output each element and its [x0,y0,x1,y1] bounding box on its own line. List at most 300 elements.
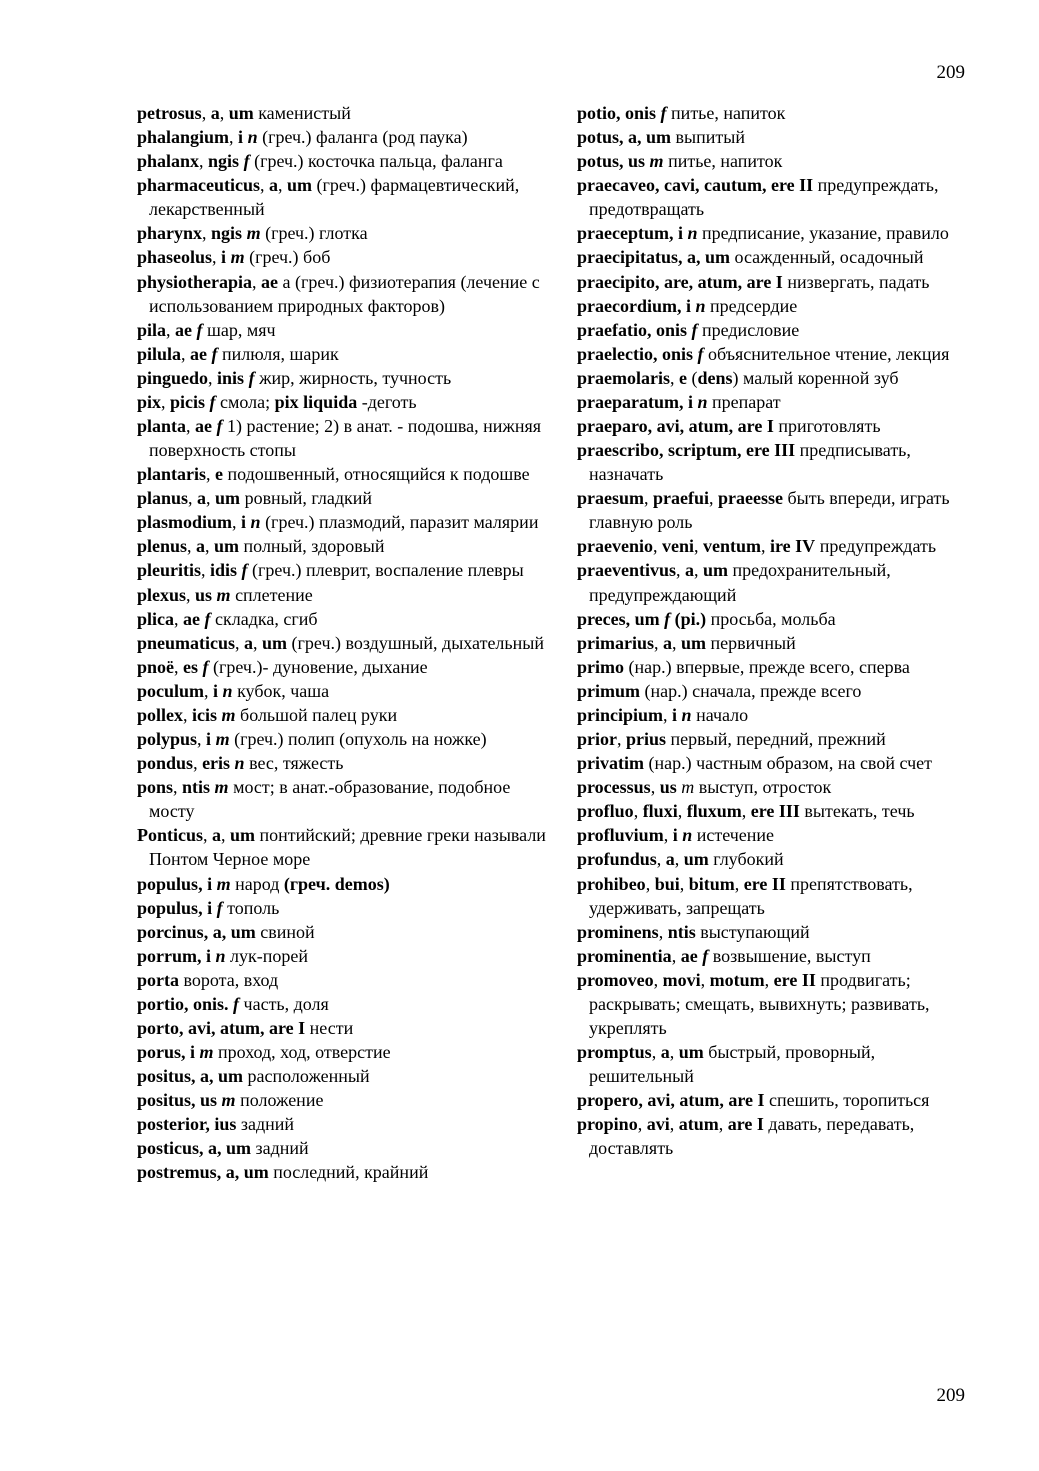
headword-text: pilula [137,343,182,364]
headword-text: populus [137,873,199,894]
headword-text: praeparatum [577,391,679,412]
headword-text: preces [577,608,626,629]
headword-text: i [238,127,248,148]
headword-text: , scriptum, ere III [658,440,796,461]
headword-text: um [214,536,240,557]
headword-text: positus [137,1066,192,1087]
gender-mark: n [695,295,706,316]
headword-text: fluxum [686,801,742,822]
definition-text: , [644,488,653,509]
headword-text: um [262,632,288,653]
definition-text: а (греч.) физиотерапия (лечение с использованием природных факторов) [149,271,540,316]
headword-text: , a, um [678,247,731,268]
headword-text: , a, um [203,921,256,942]
dictionary-entry [577,968,977,1040]
headword-text: populus [137,897,199,918]
gender-mark: f [248,367,255,388]
headword-text: , a, um [216,1162,269,1183]
dictionary-entry [577,534,977,558]
headword-text: es [183,656,203,677]
definition-text: народ [230,873,284,894]
definition-text: , [260,175,269,196]
definition-text: вес, тяжесть [244,753,344,774]
definition-text: предохранительный, предупреждающий [589,560,891,605]
headword-text: veni [662,536,695,557]
dictionary-entry [577,342,977,366]
definition-text: (греч.) воздушный, дыхательный [287,632,544,653]
definition-text: , [203,825,213,846]
dictionary-entry [137,125,557,149]
headword-text: ere II [743,873,786,894]
dictionary-entry [137,751,557,775]
definition-text: тополь [222,897,280,918]
headword-text: pix [137,391,162,412]
dictionary-entry [137,1160,557,1184]
headword-text: positus [137,1090,192,1111]
headword-text: Ponticus [137,825,204,846]
definition-text: жир, жирность, тучность [254,367,452,388]
gender-mark: n [687,223,698,244]
definition-text: истечение [692,825,775,846]
definition-text: быть впереди, играть главную роль [589,488,950,533]
headword-text: ae [183,608,205,629]
definition-text: (греч.) полип (опухоль на ножке) [229,729,487,750]
gender-mark: f [660,103,667,123]
headword-text: a [660,1042,670,1063]
dictionary-entry [577,775,977,799]
headword-text: icis [192,704,222,725]
headword-text: pharynx [137,223,203,244]
gender-mark: m [199,1042,214,1063]
dictionary-entry [137,390,557,414]
dictionary-entry [137,896,557,920]
dictionary-entry [137,510,557,534]
headword-text: praeesse [718,488,783,509]
headword-text: planta [137,416,187,437]
gender-mark: m [221,1090,236,1111]
dictionary-entry [137,583,557,607]
definition-text: кубок, чаша [232,680,330,701]
dictionary-entry [137,1040,557,1064]
definition-text: , [188,488,198,509]
headword-text: praecipitatus [577,247,678,268]
headword-text: privatim [577,753,644,774]
dictionary-entry [577,270,977,294]
headword-text: i [241,512,251,533]
headword-text: a [269,175,278,196]
headword-text: atum [678,1114,719,1135]
headword-text: pleuritis [137,560,202,581]
headword-text: , avi, atum, are I [638,1090,765,1111]
definition-text: (греч.) фармацевтический, лекарственный [149,175,520,220]
headword-text: , i [198,897,217,918]
headword-text: idis [210,560,242,581]
headword-text: potus [577,127,620,148]
definition-text: , [645,873,655,894]
definition-text: препарат [707,391,781,412]
dictionary-entry [577,101,977,125]
definition-text: , [694,536,704,557]
headword-text: um [228,103,254,123]
definition-text: предсердие [705,295,798,316]
definition-text: , [174,656,184,677]
headword-text: (pi.) [670,608,707,629]
headword-text: a [663,632,673,653]
dictionary-entry [137,462,557,486]
gender-mark: n [215,945,226,966]
definition-text: (нар.) сначала, прежде всего [640,680,862,701]
headword-text: posterior [137,1114,206,1135]
headword-text: inis [217,367,249,388]
gender-mark: f [211,343,218,364]
gender-mark: f [202,656,209,677]
dictionary-entry [577,366,977,390]
definition-text: , [617,729,626,750]
gender-mark: f [216,416,223,437]
definition-text: давать, передавать, доставлять [589,1114,915,1159]
headword-text: um [678,1042,704,1063]
definition-text: , [253,632,263,653]
headword-text: praemolaris [577,367,670,388]
headword-text: i [672,704,682,725]
headword-text: bui [654,873,680,894]
headword-text: praecordium [577,295,677,316]
headword-text: planus [137,488,189,509]
definition-text: (греч.)- дуновение, дыхание [208,656,428,677]
definition-text: быстрый, проворный, решительный [589,1042,876,1087]
headword-text: principium [577,704,664,725]
dictionary-entry [577,438,977,486]
page-number-top: 209 [936,62,965,83]
dictionary-entry [137,366,557,390]
headword-text: pondus [137,753,194,774]
headword-text: plica [137,608,175,629]
dictionary-entry [137,823,557,871]
dictionary-entry [577,390,977,414]
definition-text: , [187,536,197,557]
headword-text: propero [577,1090,639,1111]
headword-text: prohibeo [577,873,646,894]
definition-text: -деготь [357,391,417,412]
dictionary-entry [137,1112,557,1136]
definition-text: , [208,367,218,388]
definition-text: , [183,704,193,725]
dictionary-entry [137,655,557,679]
definition-text: , [212,247,222,268]
headword-text: praeparo [577,416,648,437]
gender-mark: n [250,512,261,533]
definition-text: , [161,391,171,412]
gender-mark: n [247,127,258,148]
headword-text: pnoë [137,656,175,677]
dictionary-entry [577,221,977,245]
headword-text: picis [170,391,210,412]
headword-text: i [221,247,231,268]
definition-text: , [741,801,751,822]
headword-text: fluxi [642,801,678,822]
definition-text: (греч.) глотка [260,223,368,244]
dictionary-entry [137,968,557,992]
headword-text: (греч. demos) [283,873,390,894]
definition-text: объяснительное чтение, лекция [703,343,950,364]
headword-text: poculum [137,680,205,701]
definition-text: , [700,969,710,990]
dictionary-entry [137,607,557,631]
definition-text: проход, ход, отверстие [213,1042,391,1063]
definition-text: , [252,271,262,292]
headword-text: ntis [667,921,696,942]
headword-text: eris [202,753,235,774]
gender-mark: m [221,704,236,725]
headword-text: plenus [137,536,188,557]
definition-text: большой палец руки [235,704,398,725]
gender-mark: m [649,151,664,172]
definition-text: , [650,777,660,798]
headword-text: ire IV [770,536,816,557]
gender-mark: f [233,993,240,1014]
headword-text: ntis [182,777,215,798]
dictionary-entry [577,558,977,606]
dictionary-entry [137,1064,557,1088]
headword-text: promptus [577,1042,652,1063]
headword-text: , i [676,295,696,316]
dictionary-entry [577,149,977,173]
definition-text: сплетение [230,584,313,605]
definition-text: часть, доля [239,993,329,1014]
definition-text: , [653,969,663,990]
dictionary-entry [577,847,977,871]
definition-text: , [676,560,685,581]
headword-text: praefui [653,488,709,509]
headword-text: are I [727,1114,764,1135]
dictionary-entry [137,270,557,318]
definition-text: (греч.) плеврит, воспаление плевры [247,560,524,581]
definition-text: (нар.) впервые, прежде всего, сперва [624,656,910,677]
definition-text: , [764,969,774,990]
dictionary-entry [137,558,557,582]
definition-text: понтийский; древние греки называли Понтом Черное море [149,825,546,870]
headword-text: processus [577,777,651,798]
dictionary-entry [137,534,557,558]
headword-text: praecaveo [577,175,655,196]
definition-text: , [174,608,184,629]
dictionary-entry [137,414,557,462]
definition-text: , [199,151,209,172]
definition-text: , [229,127,239,148]
headword-text: ngis [211,223,247,244]
definition-text: , [186,584,196,605]
headword-text: , ius [205,1114,237,1135]
definition-text: начало [691,704,749,725]
gender-mark: m [246,223,261,244]
headword-text: avi [646,1114,670,1135]
headword-text: a [665,849,675,870]
definition-text: , [205,536,215,557]
definition-text: нести [305,1017,354,1038]
headword-text: , are, atum, are I [655,271,783,292]
dictionary-entry [137,318,557,342]
headword-text: us [659,777,682,798]
headword-text: , avi, atum, are I [179,1017,306,1038]
dictionary-entry [577,799,977,823]
gender-mark: f [241,560,248,581]
headword-text: ae [195,416,217,437]
dictionary-entry [577,920,977,944]
definition-text: смола; [215,391,275,412]
definition-text: свиной [255,921,315,942]
dictionary-entry [577,655,977,679]
dictionary-entry [137,992,557,1016]
headword-text: , onis [646,319,692,340]
definition-text: , [663,825,673,846]
headword-text: phalangium [137,127,230,148]
dictionary-entry [577,173,977,221]
definition-text: , [656,849,666,870]
headword-text: us [195,584,217,605]
definition-text: приготовлять [773,416,881,437]
dictionary-entry [137,872,557,896]
headword-text: , onis [652,343,698,364]
definition-text: , [221,825,231,846]
headword-text: propino [577,1114,638,1135]
headword-text: um [681,632,707,653]
definition-text: лук-порей [225,945,309,966]
dictionary-entry [137,944,557,968]
definition-text: просьба, мольба [706,608,836,629]
gender-mark: n [234,753,245,774]
definition-text: питье, напиток [666,103,786,123]
headword-text: profluvium [577,825,664,846]
headword-text: promoveo [577,969,654,990]
headword-text: , us [191,1090,222,1111]
gender-mark: m [214,777,229,798]
definition-text: , [204,680,214,701]
definition-text: задний [236,1114,295,1135]
headword-text: porto [137,1017,179,1038]
headword-text: pinguedo [137,367,209,388]
headword-text: um [287,175,313,196]
definition-text: питье, напиток [663,151,783,172]
definition-text: , [201,103,211,123]
definition-text: ворота, вход [179,969,279,990]
definition-text: складка, сгиб [210,608,318,629]
headword-text: ere II [773,969,816,990]
gender-mark: f [216,897,223,918]
dictionary-entry [137,679,557,703]
definition-text: предписание, указание, правило [697,223,949,244]
dictionary-entry [577,294,977,318]
definition-text: , [637,1114,647,1135]
headword-text: a [212,825,222,846]
dictionary-entry [137,342,557,366]
definition-text: , [669,367,679,388]
definition-text: (греч.) боб [244,247,331,268]
definition-text: , [674,849,684,870]
gender-mark: m [230,247,245,268]
headword-text: , i [679,391,698,412]
dictionary-entry [577,318,977,342]
dictionary-entry [577,679,977,703]
definition-text: , [669,1114,679,1135]
headword-text: profluo [577,801,634,822]
headword-text: praeventivus [577,560,676,581]
definition-text: глубокий [708,849,784,870]
dictionary-entry [577,245,977,269]
headword-text: prominentia [577,945,672,966]
dictionary-entry [137,245,557,269]
definition-text: , [193,753,203,774]
headword-text: porrum [137,945,197,966]
dictionary-entry [577,414,977,438]
definition-text: (нар.) частным образом, на свой счет [644,753,932,774]
headword-text: a [196,536,206,557]
headword-text: , i [197,945,216,966]
definition-text: 1) растение; 2) в анат. - подошва, нижняя поверхность стопы [149,416,542,461]
definition-text: , [633,801,643,822]
headword-text: prius [626,729,667,750]
headword-text: prominens [577,921,659,942]
definition-text: ( [686,367,698,388]
definition-text: расположенный [243,1066,370,1087]
dictionary-column-right [577,101,977,1160]
definition-text: низвергать, падать [782,271,930,292]
definition-text: выпитый [671,127,745,148]
definition-text: продвигать; раскрывать; смещать, вывихнуть; развивать, укреплять [589,969,930,1038]
definition-text: возвышение, выступ [708,945,871,966]
dictionary-entry [137,1088,557,1112]
definition-text: , [734,873,744,894]
headword-text: plexus [137,584,187,605]
definition-text: препятствовать, удерживать, запрещать [589,873,913,918]
headword-text: porcinus [137,921,204,942]
definition-text: ) малый коренной зуб [732,367,899,388]
headword-text: praeceptum [577,223,669,244]
dictionary-entry [137,1016,557,1040]
dictionary-entry [137,727,557,751]
headword-text: motum [709,969,765,990]
headword-text: um [230,825,256,846]
headword-text: praecipito [577,271,655,292]
headword-text: plasmodium [137,512,233,533]
dictionary-entry [577,703,977,727]
dictionary-column-left [137,101,557,1185]
dictionary-entry [577,1112,977,1160]
dictionary-entry [137,173,557,221]
definition-text: , [651,1042,661,1063]
definition-text: каменистый [253,103,351,123]
headword-text: , avi, atum, are I [647,416,774,437]
definition-text: ровный, гладкий [240,488,373,509]
headword-text: porta [137,969,179,990]
dictionary-entry [577,1040,977,1088]
page-number-bottom: 209 [936,1385,965,1406]
gender-mark: m [216,584,231,605]
headword-text: , us [619,151,650,172]
dictionary-entry [577,872,977,920]
definition-text: , [202,223,212,244]
headword-text: phaseolus [137,247,213,268]
definition-text: , [186,416,196,437]
headword-text: petrosus [137,103,202,123]
headword-text: physiotherapia [137,271,253,292]
gender-mark: m [215,729,230,750]
definition-text: вытекать, течь [799,801,915,822]
definition-text: , [181,343,191,364]
definition-text: , [278,175,287,196]
gender-mark: f [243,151,250,172]
definition-text: спешить, торопиться [764,1090,930,1111]
dictionary-entry [577,486,977,534]
